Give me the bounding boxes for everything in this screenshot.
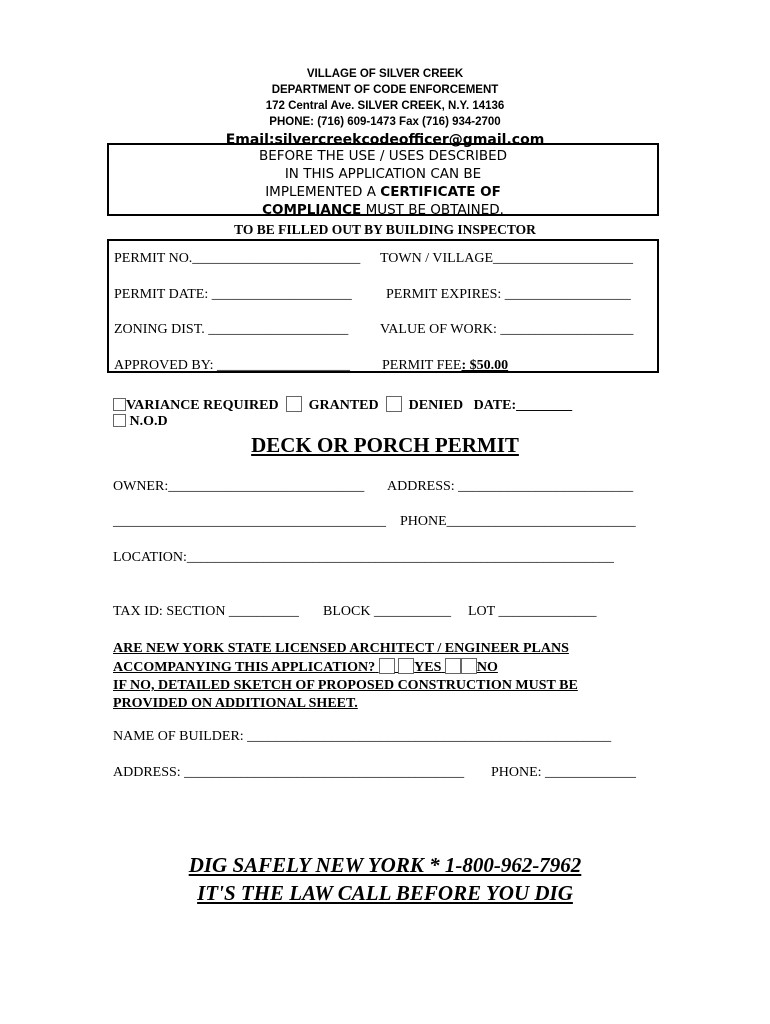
owner-address-continued-field[interactable]: _______________________________________ bbox=[113, 514, 386, 529]
permit-fee-field bbox=[382, 358, 508, 374]
plans-yes-box-2[interactable] bbox=[398, 658, 414, 674]
tax-id-lot-field[interactable]: LOT ______________ bbox=[468, 604, 597, 619]
permit-fee-label: PERMIT FEE bbox=[382, 358, 462, 373]
plans-no-label: NO bbox=[476, 660, 498, 675]
variance-date-field[interactable]: DATE:________ bbox=[473, 398, 573, 413]
dig-safely-line: DIG SAFELY NEW YORK * 1-800-962-7962 bbox=[188, 853, 582, 877]
plans-yes-label: YES bbox=[414, 660, 442, 675]
architect-question-text: ACCOMPANYING THIS APPLICATION? bbox=[113, 660, 376, 675]
form-title: DECK OR PORCH PERMIT bbox=[251, 433, 519, 457]
variance-required-checkbox[interactable] bbox=[113, 398, 126, 411]
nod-row bbox=[113, 414, 168, 430]
notice-line-3-bold: CERTIFICATE OF bbox=[380, 184, 501, 200]
denied-label: DENIED bbox=[408, 398, 464, 413]
granted-checkbox[interactable] bbox=[286, 396, 302, 412]
plans-no-box-2[interactable] bbox=[461, 658, 477, 674]
location-field[interactable]: LOCATION:_____________________________________________________________ bbox=[113, 550, 614, 565]
builder-name-field[interactable]: NAME OF BUILDER: ____________________________________________________ bbox=[113, 729, 612, 744]
value-of-work-field[interactable]: VALUE OF WORK: ___________________ bbox=[380, 322, 634, 337]
certificate-notice-box bbox=[107, 143, 659, 216]
notice-line-1: BEFORE THE USE / USES DESCRIBED bbox=[258, 148, 508, 164]
zoning-dist-field[interactable]: ZONING DIST. ____________________ bbox=[114, 322, 349, 337]
nod-label: N.O.D bbox=[129, 414, 168, 429]
phone-fax-line: PHONE: (716) 609-1473 Fax (716) 934-2700 bbox=[269, 116, 501, 128]
owner-address-field[interactable]: ADDRESS: _________________________ bbox=[387, 479, 634, 494]
plans-yes-checkbox[interactable] bbox=[379, 658, 395, 674]
email-line: Email:silvercreekcodeofficer@gmail.com bbox=[225, 132, 545, 148]
department-name: DEPARTMENT OF CODE ENFORCEMENT bbox=[271, 84, 499, 96]
plans-no-checkbox[interactable] bbox=[445, 658, 461, 674]
notice-line-4 bbox=[109, 201, 657, 219]
notice-line-4-text: MUST BE OBTAINED. bbox=[361, 202, 504, 218]
town-village-field[interactable]: TOWN / VILLAGE____________________ bbox=[380, 251, 634, 266]
notice-line-4-bold: COMPLIANCE bbox=[262, 202, 362, 218]
architect-line-1: ARE NEW YORK STATE LICENSED ARCHITECT / ENGINEER PLANS bbox=[113, 641, 569, 656]
architect-line-3: IF NO, DETAILED SKETCH OF PROPOSED CONSTRUCTION MUST BE bbox=[113, 678, 578, 693]
variance-required-label: VARIANCE REQUIRED bbox=[126, 398, 279, 413]
permit-no-field[interactable]: PERMIT NO.________________________ bbox=[114, 251, 361, 266]
architect-line-4: PROVIDED ON ADDITIONAL SHEET. bbox=[113, 696, 358, 711]
inspector-box bbox=[107, 239, 659, 373]
builder-address-field[interactable]: ADDRESS: ________________________________________ bbox=[113, 765, 465, 780]
inspector-section-heading: TO BE FILLED OUT BY BUILDING INSPECTOR bbox=[234, 222, 536, 237]
address-line: 172 Central Ave. SILVER CREEK, N.Y. 14136 bbox=[265, 100, 505, 112]
granted-label: GRANTED bbox=[308, 398, 379, 413]
permit-expires-field[interactable]: PERMIT EXPIRES: __________________ bbox=[386, 287, 631, 302]
letterhead bbox=[0, 66, 770, 149]
tax-id-section-field[interactable]: TAX ID: SECTION __________ bbox=[113, 604, 299, 619]
permit-fee-value: : $50.00 bbox=[461, 358, 509, 373]
owner-field[interactable]: OWNER:____________________________ bbox=[113, 479, 365, 494]
architect-plans-question bbox=[113, 640, 578, 713]
notice-line-2: IN THIS APPLICATION CAN BE bbox=[284, 166, 482, 182]
approved-by-field[interactable]: APPROVED BY: ___________________ bbox=[114, 358, 350, 373]
owner-phone-field[interactable]: PHONE___________________________ bbox=[400, 514, 636, 529]
builder-phone-field[interactable]: PHONE: _____________ bbox=[491, 765, 637, 780]
notice-line-3 bbox=[109, 183, 657, 201]
village-name: VILLAGE OF SILVER CREEK bbox=[306, 68, 464, 80]
denied-checkbox[interactable] bbox=[386, 396, 402, 412]
tax-id-block-field[interactable]: BLOCK ___________ bbox=[323, 604, 451, 619]
permit-date-field[interactable]: PERMIT DATE: ____________________ bbox=[114, 287, 352, 302]
variance-row bbox=[113, 396, 572, 414]
architect-line-2 bbox=[113, 658, 578, 677]
notice-line-3-text: IMPLEMENTED A bbox=[265, 184, 381, 200]
nod-checkbox[interactable] bbox=[113, 414, 126, 427]
call-before-you-dig-line: IT'S THE LAW CALL BEFORE YOU DIG bbox=[197, 881, 573, 905]
